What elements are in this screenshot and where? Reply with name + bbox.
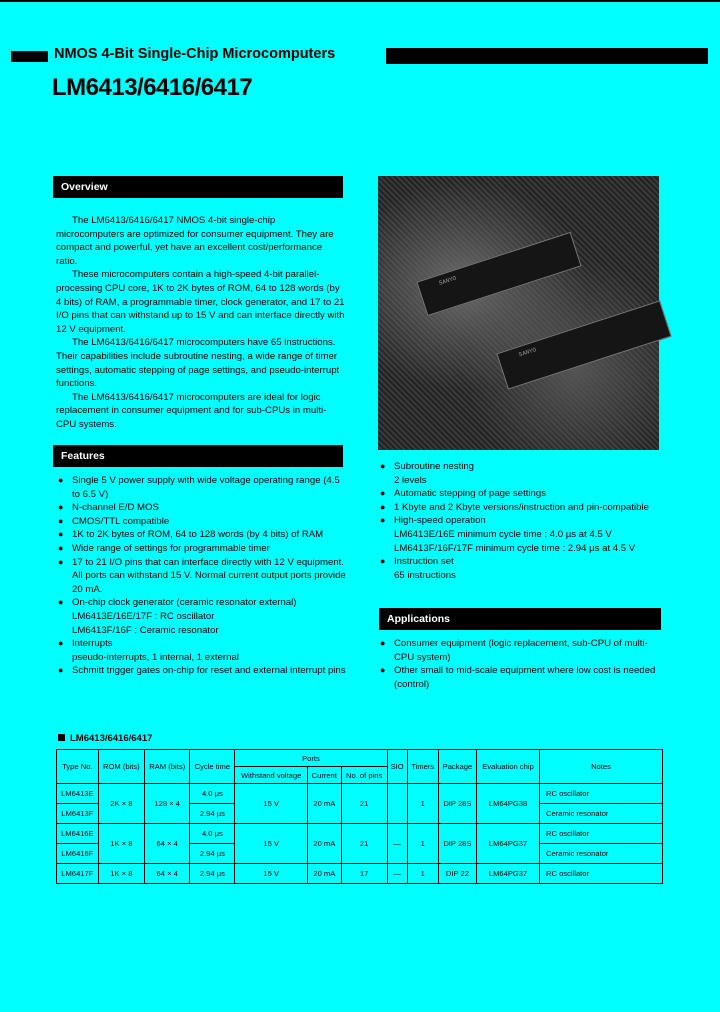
feature-item: ● High-speed operation LM6413E/16E minimum cycle time : 4.0 µs at 4.5 V LM6413F/16F/17F minimum cycle time : 2.94 µs at 4.5 V bbox=[380, 514, 670, 555]
cell-type: LM6413E bbox=[57, 784, 99, 804]
header-bar-left bbox=[11, 51, 48, 62]
cell-type: LM6413F bbox=[57, 804, 99, 824]
cell-pins: 21 bbox=[341, 824, 387, 864]
feature-item: ● Single 5 V power supply with wide voltage operating range (4.5 to 6.5 V) bbox=[58, 474, 348, 501]
cell-withstand: 15 V bbox=[235, 864, 308, 884]
cell-sio bbox=[387, 784, 407, 824]
cell-pins: 21 bbox=[341, 784, 387, 824]
cell-rom: 1K × 8 bbox=[98, 824, 144, 864]
feature-subitem: 65 instructions bbox=[394, 569, 456, 581]
cell-rom: 2K × 8 bbox=[98, 784, 144, 824]
cell-cycle: 2.94 µs bbox=[190, 864, 235, 884]
chip-photo bbox=[378, 176, 659, 450]
cell-ram: 64 × 4 bbox=[145, 824, 190, 864]
cell-ram: 64 × 4 bbox=[145, 864, 190, 884]
feature-item: ● Interrupts pseudo-interrupts, 1 internal, 1 external bbox=[58, 637, 348, 664]
feature-item: ● Wide range of settings for programmable timer bbox=[58, 542, 348, 556]
cell-current: 20 mA bbox=[308, 864, 342, 884]
col-notes: Notes bbox=[540, 750, 663, 784]
cell-eval: LM64PG37 bbox=[477, 864, 540, 884]
chip-marking: SANYO bbox=[437, 274, 458, 287]
features-left-column bbox=[58, 474, 348, 678]
feature-item: ● CMOS/TTL compatible bbox=[58, 515, 348, 529]
col-ram: RAM (bits) bbox=[145, 750, 190, 784]
table-row bbox=[57, 784, 663, 804]
col-timers: Timers bbox=[407, 750, 438, 784]
cell-type: LM6416E bbox=[57, 824, 99, 844]
top-rule bbox=[0, 0, 720, 2]
feature-item: ● On-chip clock generator (ceramic resonator external) LM6413E/16E/17F : RC oscillator LM6413F/16F : Ceramic resonator bbox=[58, 596, 348, 637]
feature-subitem: 2 levels bbox=[394, 474, 427, 486]
cell-note: RC oscillator bbox=[540, 784, 663, 804]
feature-subitem: LM6413F/16F/17F minimum cycle time : 2.94 µs at 4.5 V bbox=[394, 542, 636, 554]
cell-rom: 1K × 8 bbox=[98, 864, 144, 884]
overview-paragraph: These microcomputers contain a high-speed 4-bit parallel-processing CPU core, 1K to 2K bytes of ROM, 64 to 128 words (by 4 bits) of RAM, a programmable timer, clock generator, and 17 to 21 I/O pins that can withstand up to 15 V and can interface directly with 12 V equipment. bbox=[56, 269, 345, 335]
table-row bbox=[57, 864, 663, 884]
cell-ram: 128 × 4 bbox=[145, 784, 190, 824]
cell-withstand: 15 V bbox=[235, 784, 308, 824]
cell-type: LM6417F bbox=[57, 864, 99, 884]
overview-paragraph: The LM6413/6416/6417 NMOS 4-bit single-chip microcomputers are optimized for consumer equipment. They are compact and powerful, yet have an excellent cost/performance ratio. bbox=[56, 215, 334, 267]
col-package: Package bbox=[438, 750, 476, 784]
cell-timers: 1 bbox=[407, 784, 438, 824]
chip-image bbox=[416, 232, 581, 316]
cell-note: RC oscillator bbox=[540, 864, 663, 884]
applications-heading: Applications bbox=[379, 608, 661, 630]
feature-subitem: LM6413E/16E/17F : RC oscillator bbox=[72, 610, 215, 622]
cell-pins: 17 bbox=[341, 864, 387, 884]
col-sio: SIO bbox=[387, 750, 407, 784]
application-item: ● Consumer equipment (logic replacement, sub-CPU of multi-CPU system) bbox=[380, 637, 660, 664]
features-heading: Features bbox=[53, 445, 343, 467]
overview-heading: Overview bbox=[53, 176, 343, 198]
cell-package: DIP 22 bbox=[438, 864, 476, 884]
chip-image bbox=[496, 300, 671, 389]
cell-sio: — bbox=[387, 864, 407, 884]
cell-type: LM6416F bbox=[57, 844, 99, 864]
overview-paragraph: The LM6413/6416/6417 microcomputers have 65 instructions. Their capabilities include subroutine nesting, a wide range of timer settings, automatic stepping of page settings, and pseudo-interrupt functions. bbox=[56, 337, 340, 390]
table-caption: LM6413/6416/6417 bbox=[58, 733, 152, 744]
table-header-row bbox=[57, 750, 663, 767]
feature-item: ● 17 to 21 I/O pins that can interface directly with 12 V equipment. All ports can withstand 15 V. Normal current output ports provide 20 mA. bbox=[58, 556, 348, 597]
col-current: Current bbox=[308, 767, 342, 784]
cell-timers: 1 bbox=[407, 864, 438, 884]
col-type: Type No. bbox=[57, 750, 99, 784]
spec-table bbox=[56, 749, 663, 884]
feature-item: ● Instruction set 65 instructions bbox=[380, 555, 670, 582]
feature-item: ● Schmitt trigger gates on-chip for reset and external interrupt pins bbox=[58, 664, 348, 678]
category-title: NMOS 4-Bit Single-Chip Microcomputers bbox=[54, 46, 336, 62]
feature-item: ● 1K to 2K bytes of ROM, 64 to 128 words (by 4 bits) of RAM bbox=[58, 528, 348, 542]
chip-marking: SANYO bbox=[517, 346, 538, 359]
col-cycle: Cycle time bbox=[190, 750, 235, 784]
cell-package: DIP 28S bbox=[438, 784, 476, 824]
feature-item: ● N-channel E/D MOS bbox=[58, 501, 348, 515]
cell-cycle: 4.0 µs bbox=[190, 784, 235, 804]
col-ports: Ports bbox=[235, 750, 387, 767]
features-right-column bbox=[380, 460, 670, 582]
cell-current: 20 mA bbox=[308, 784, 342, 824]
cell-current: 20 mA bbox=[308, 824, 342, 864]
feature-subitem: LM6413F/16F : Ceramic resonator bbox=[72, 624, 219, 636]
cell-eval: LM64PG38 bbox=[477, 784, 540, 824]
application-item: ● Other small to mid-scale equipment where low cost is needed (control) bbox=[380, 664, 660, 691]
cell-note: Ceramic resonator bbox=[540, 844, 663, 864]
col-eval: Evaluation chip bbox=[477, 750, 540, 784]
model-title: LM6413/6416/6417 bbox=[52, 74, 253, 101]
cell-package: DIP 28S bbox=[438, 824, 476, 864]
feature-item: ● 1 Kbyte and 2 Kbyte versions/instruction and pin-compatible bbox=[380, 501, 670, 515]
feature-item: ● Subroutine nesting 2 levels bbox=[380, 460, 670, 487]
cell-cycle: 4.0 µs bbox=[190, 824, 235, 844]
overview-paragraph: The LM6413/6416/6417 microcomputers are ideal for logic replacement in consumer equipment and for sub-CPUs in multi-CPU systems. bbox=[56, 391, 327, 430]
feature-item: ● Automatic stepping of page settings bbox=[380, 487, 670, 501]
col-withstand: Withstand voltage bbox=[235, 767, 308, 784]
cell-withstand: 15 V bbox=[235, 824, 308, 864]
header-bar-right bbox=[386, 48, 708, 64]
col-pins: No. of pins bbox=[341, 767, 387, 784]
cell-timers: 1 bbox=[407, 824, 438, 864]
cell-cycle: 2.94 µs bbox=[190, 804, 235, 824]
cell-note: RC oscillator bbox=[540, 824, 663, 844]
cell-eval: LM64PG37 bbox=[477, 824, 540, 864]
feature-subitem: LM6413E/16E minimum cycle time : 4.0 µs at 4.5 V bbox=[394, 528, 612, 540]
overview-text bbox=[56, 214, 346, 432]
feature-subitem: pseudo-interrupts, 1 internal, 1 external bbox=[72, 651, 239, 663]
cell-note: Ceramic resonator bbox=[540, 804, 663, 824]
col-rom: ROM (bits) bbox=[98, 750, 144, 784]
cell-cycle: 2.94 µs bbox=[190, 844, 235, 864]
applications-list bbox=[380, 637, 660, 691]
cell-sio: — bbox=[387, 824, 407, 864]
table-row bbox=[57, 824, 663, 844]
